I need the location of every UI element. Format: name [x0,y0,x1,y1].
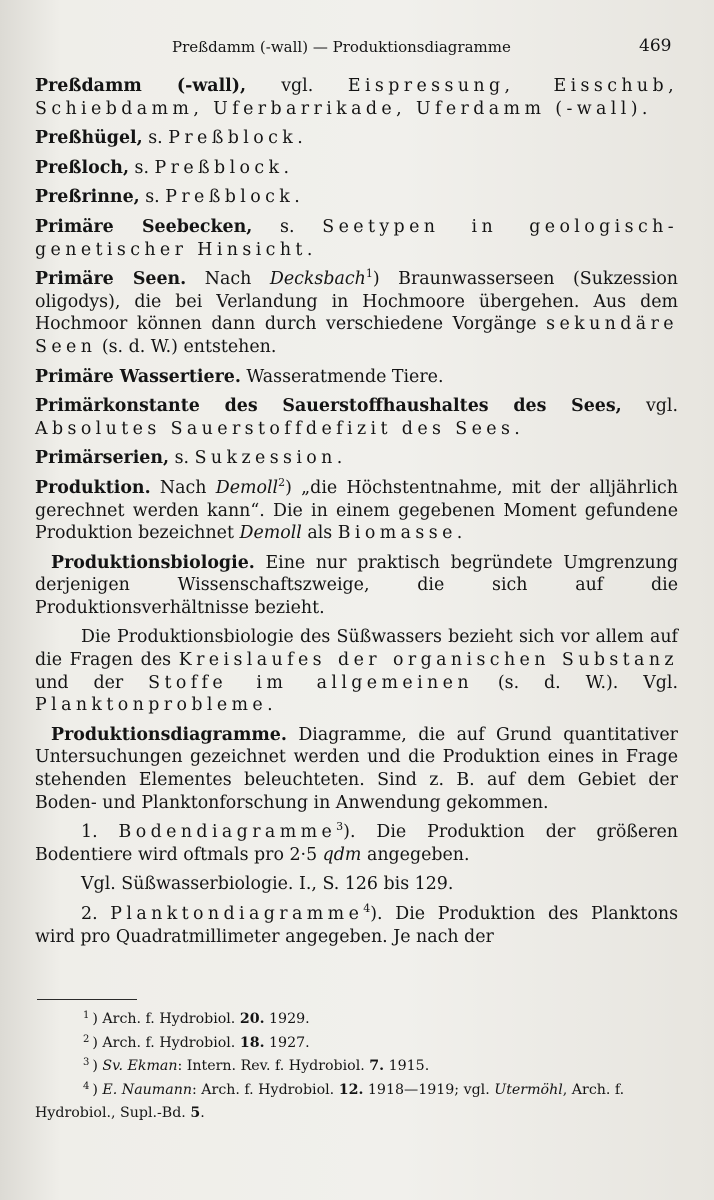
footnotes [35,1008,678,1126]
entry-text: . [294,187,300,208]
entry-text: angegeben. [361,844,470,865]
entry-text: als [301,523,338,544]
entry-text: s. [139,187,166,208]
entry-text: . [456,523,463,544]
entry-text: . [283,157,290,178]
cross-reference: Eispressung, Eisschub, Schiebdamm, Uferbarrikade, Uferdamm (-wall) [35,76,678,119]
headword: Primärkonstante des Sauerstoffhaushaltes des Sees, [35,396,622,417]
footnote-text: ) [92,1081,103,1098]
entry-text: 1. [81,822,119,843]
cross-reference: Bodendiagramme [118,822,337,843]
headword: Primäre Wassertiere. [35,366,241,387]
cross-reference: Absolutes Sauerstoffdefizit des Sees [35,418,515,439]
cross-reference: Preßblock [165,187,295,208]
entry-text: s. [142,128,169,149]
cross-reference: Sukzession [194,448,337,469]
cross-reference: Preßblock [168,128,298,149]
cross-reference: Preßblock [154,157,284,178]
footnote-number: 2 [83,1033,90,1045]
footnote-number: 4 [83,1080,90,1092]
footnote-text: : Arch. f. Hydrobiol. [192,1081,339,1098]
volume-number: 12. [338,1081,364,1098]
footnote-text: , Arch. f. Hydrobiol., Supl.-Bd. [35,1081,625,1121]
entry-produktionsbiologie [35,552,678,620]
headword-suffix: (-wall), [141,76,282,96]
footnote-text: 1918—1919; vgl. [363,1081,495,1098]
headword: Preßhügel, [35,128,143,149]
entry-text: Vgl. Süßwasserbiologie. I., S. 126 bis 129. [81,874,454,895]
footnote-marker: 4 [363,902,371,915]
footnote-text: : Intern. Rev. f. Hydrobiol. [177,1058,370,1074]
footnote-divider [37,999,137,1000]
entry-pressrinne [35,186,678,209]
entry-text: Nach [150,477,216,498]
entry-text: Nach [186,269,270,290]
entry-produktion [35,477,678,545]
paragraph-bodendiagramme [35,821,678,866]
entry-primaere-wassertiere [35,366,678,389]
running-head: Preßdamm (-wall) — Produktionsdiagramme [172,38,511,56]
author-name: Demoll [239,523,302,544]
headword: Produktionsbiologie. [51,552,255,573]
footnote-text: 1927. [264,1034,310,1051]
headword: Preßloch, [35,157,130,178]
entry-text: ). Die Produktion des Planktons wird pro Quadratmillimeter angegeben. Je nach der [35,904,678,947]
headword: Produktion. [35,477,151,498]
entry-text: s. [129,157,155,178]
entry-text: ) „die Höchstentnahme, mit der alljährlich gerechnet werden kann“. Die in einem gegebenen Moment gefundene Produktion bezeichnet [35,477,678,544]
footnote-number: 1 [83,1010,90,1021]
unit-text: qdm [322,844,362,865]
volume-number: 20. [239,1011,265,1027]
headword: Preßdamm [35,76,142,96]
entry-text: vgl. [621,396,679,417]
footnote-text: ) [92,1058,103,1074]
cross-reference: Seetypen in geologisch-genetischer Hinsicht [35,216,678,260]
footnote-4 [35,1079,678,1126]
cross-reference: Biomasse [337,523,457,544]
entry-text: . [297,128,303,149]
entry-text: . [641,98,648,119]
entry-primaerkonstante [35,395,678,440]
footnote-2 [35,1032,678,1056]
entry-text: Eine nur praktisch begründete Umgrenzung derjenigen Wissenschaftszweige, die sich auf die Produktionsverhältnisse bezieht. [35,552,678,618]
entry-primaere-seen [35,268,678,358]
entry-text: Wasseratmende Tiere. [240,366,444,387]
entry-text: Die Produktionsbiologie des Süßwassers bezieht sich vor allem auf die Fragen des [35,627,678,671]
headword: Primäre Seebecken, [35,216,253,237]
entry-produktionsdiagramme [35,724,678,814]
author-name: Sv. Ekman [102,1058,178,1074]
entry-text: ) Braunwasserseen (Sukzession oligodys), die bei Verlandung in Hochmoore übergehen. Aus dem Hochmoor können dann durch verschiedene Vorgänge [35,269,678,335]
entry-text: ). Die Produktion der größeren Bodentiere wird oftmals pro 2·5 [35,822,678,865]
footnote-marker: 3 [336,820,344,834]
footnote-1 [35,1008,678,1032]
footnote-text: . [200,1105,205,1121]
entry-text: . [267,695,273,716]
entry-pressdamm [35,75,678,120]
page-number: 469 [639,36,672,56]
footnote-text: 1929. [264,1011,310,1027]
entry-text: vgl. [281,76,348,96]
cross-reference: sekundäre Seen [35,314,678,357]
volume-number: 5 [190,1105,201,1121]
entry-primaere-seebecken [35,216,678,261]
entry-text: . [336,448,343,469]
volume-number: 18. [239,1034,265,1051]
entry-text: (s. d. W.). Vgl. [472,672,679,693]
cross-reference: Planktondiagramme [110,904,364,924]
entry-text: (s. d. W.) entstehen. [96,336,277,357]
cross-reference: Planktonprobleme [35,695,268,716]
page-header [0,34,714,60]
headword: Preßrinne, [35,187,140,208]
entry-pressloch [35,157,678,180]
author-name: Decksbach [269,269,366,290]
entry-text: . [306,239,313,260]
headword: Primäre Seen. [35,269,187,290]
headword: Primärserien, [35,448,170,469]
entry-text: und der [35,672,149,693]
headword: Produktionsdiagramme. [51,724,287,745]
entry-text: s. [252,216,323,237]
author-name: E. Naumann [102,1081,192,1098]
entry-text: s. [169,448,195,469]
cross-reference: Stoffe im allgemeinen [148,672,473,693]
footnote-3 [35,1055,678,1079]
dictionary-body [35,75,678,955]
entry-text: Diagramme, die auf Grund quantitativer Untersuchungen gezeichnet werden und die Produktion eines in Frage stehenden Elementes beleuchteten. Sind z. B. auf dem Gebiet der Boden- und Planktonforschung in Anwendung gekommen. [35,724,678,813]
paragraph-produktionsbiologie [35,626,678,716]
cross-reference: Kreislaufes der organischen Substanz [178,650,678,671]
entry-text: . [514,418,520,439]
footnote-marker: 1 [365,267,373,281]
footnote-number: 3 [83,1057,90,1068]
entry-presshuegel [35,127,678,150]
entry-text: 2. [81,904,111,924]
volume-number: 7. [369,1058,385,1074]
entry-primaerserien [35,447,678,470]
author-name: Demoll [215,477,279,498]
paragraph-vgl-suesswasserbiologie [35,873,678,896]
author-name: Utermöhl [494,1081,563,1098]
paragraph-planktondiagramme [35,903,678,948]
footnote-text: ) Arch. f. Hydrobiol. [92,1011,240,1027]
footnote-text: 1915. [384,1058,430,1074]
footnote-marker: 2 [278,475,286,489]
footnote-text: ) Arch. f. Hydrobiol. [92,1034,240,1051]
